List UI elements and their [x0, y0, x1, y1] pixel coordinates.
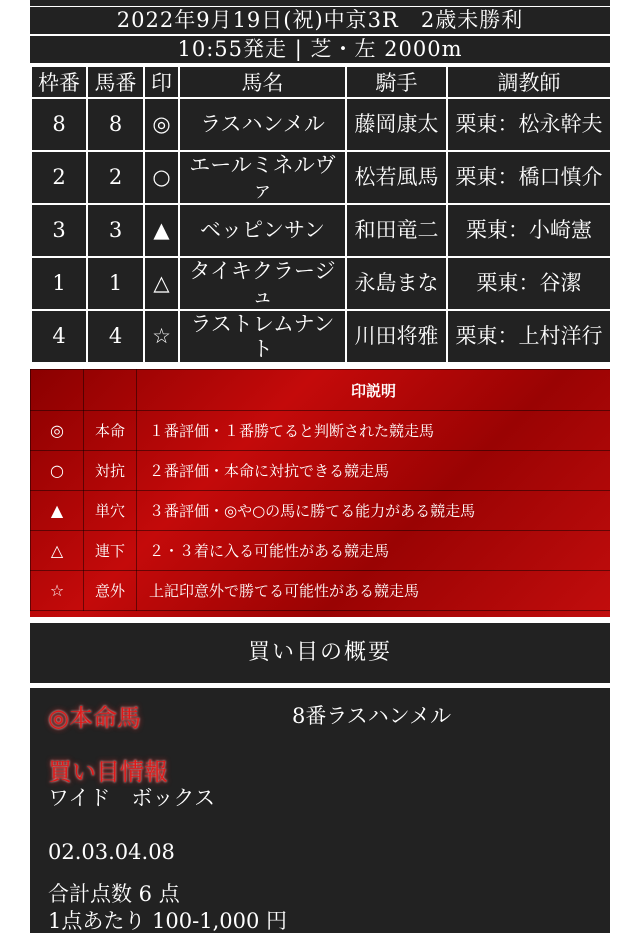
- waku-number: 2: [31, 151, 87, 204]
- top-bar: [30, 0, 610, 7]
- legend-description: １番評価・１番勝てると判断された競走馬: [137, 411, 611, 451]
- trainer-name: 栗東：上村洋行: [447, 310, 611, 363]
- double-circle-icon: ◎: [31, 411, 84, 451]
- mark-icon: ▲: [144, 204, 179, 257]
- uma-number: 4: [87, 310, 144, 363]
- bet-numbers: 02.03.04.08: [48, 840, 175, 864]
- jockey-name: 藤岡康太: [346, 98, 447, 151]
- legend-label: 意外: [84, 571, 137, 611]
- waku-number: 4: [31, 310, 87, 363]
- legend-label: 連下: [84, 531, 137, 571]
- uma-number: 1: [87, 257, 144, 310]
- legend-description: ２・３着に入る可能性がある競走馬: [137, 531, 611, 571]
- amount-per-point: 1点あたり 100-1,000 円: [48, 909, 288, 933]
- waku-number: 3: [31, 204, 87, 257]
- trainer-name: 栗東：谷潔: [447, 257, 611, 310]
- legend-label: 本命: [84, 411, 137, 451]
- summary-heading: 買い目の概要: [30, 623, 610, 683]
- legend-row: [31, 571, 611, 611]
- legend-title: 印説明: [137, 370, 611, 411]
- honmei-value: 8番ラスハンメル: [292, 704, 452, 728]
- horse-name: タイキクラージュ: [179, 257, 346, 310]
- uma-number: 3: [87, 204, 144, 257]
- legend-label: 対抗: [84, 451, 137, 491]
- total-points: 合計点数 6 点: [48, 882, 180, 906]
- mark-legend: [30, 369, 610, 617]
- bet-summary-box: [30, 688, 610, 933]
- legend-description: ２番評価・本命に対抗できる競走馬: [137, 451, 611, 491]
- legend-row: [31, 411, 611, 451]
- header-horse-name: 馬名: [179, 66, 346, 98]
- header-trainer: 調教師: [447, 66, 611, 98]
- table-row: [31, 98, 611, 151]
- legend-label: 単穴: [84, 491, 137, 531]
- uma-number: 2: [87, 151, 144, 204]
- header-jockey: 騎手: [346, 66, 447, 98]
- jockey-name: 松若風馬: [346, 151, 447, 204]
- horse-name: ラスハンメル: [179, 98, 346, 151]
- bet-info-label: 買い目情報: [48, 758, 168, 786]
- table-row: [31, 257, 611, 310]
- triangle-icon: ▲: [31, 491, 84, 531]
- horse-name: ラストレムナント: [179, 310, 346, 363]
- table-row: [31, 204, 611, 257]
- race-page: [30, 0, 610, 933]
- horse-name: ベッピンサン: [179, 204, 346, 257]
- uma-number: 8: [87, 98, 144, 151]
- table-header-row: [31, 66, 611, 98]
- legend-row: [31, 451, 611, 491]
- legend-row: [31, 491, 611, 531]
- race-title: 2022年9月19日(祝)中京3R 2歳未勝利: [30, 7, 610, 36]
- mark-icon: ☆: [144, 310, 179, 363]
- legend-row: [31, 531, 611, 571]
- jockey-name: 川田将雅: [346, 310, 447, 363]
- legend-description: ３番評価・◎や○の馬に勝てる能力がある競走馬: [137, 491, 611, 531]
- runners-table: [30, 65, 612, 364]
- honmei-label: ◎本命馬: [48, 704, 141, 732]
- star-icon: ☆: [31, 571, 84, 611]
- legend-header: [31, 370, 611, 411]
- legend-description: 上記印意外で勝てる可能性がある競走馬: [137, 571, 611, 611]
- outline-triangle-icon: △: [31, 531, 84, 571]
- jockey-name: 和田竜二: [346, 204, 447, 257]
- waku-number: 8: [31, 98, 87, 151]
- table-row: [31, 310, 611, 363]
- mark-icon: ◎: [144, 98, 179, 151]
- header-mark: 印: [144, 66, 179, 98]
- race-info: 10:55発走 | 芝・左 2000m: [30, 36, 610, 65]
- horse-name: エールミネルヴァ: [179, 151, 346, 204]
- circle-icon: ○: [31, 451, 84, 491]
- waku-number: 1: [31, 257, 87, 310]
- bet-type: ワイド ボックス: [48, 786, 216, 810]
- table-row: [31, 151, 611, 204]
- trainer-name: 栗東：小崎憲: [447, 204, 611, 257]
- mark-icon: ○: [144, 151, 179, 204]
- mark-icon: △: [144, 257, 179, 310]
- header-waku: 枠番: [31, 66, 87, 98]
- trainer-name: 栗東：橋口慎介: [447, 151, 611, 204]
- jockey-name: 永島まな: [346, 257, 447, 310]
- header-uma: 馬番: [87, 66, 144, 98]
- trainer-name: 栗東：松永幹夫: [447, 98, 611, 151]
